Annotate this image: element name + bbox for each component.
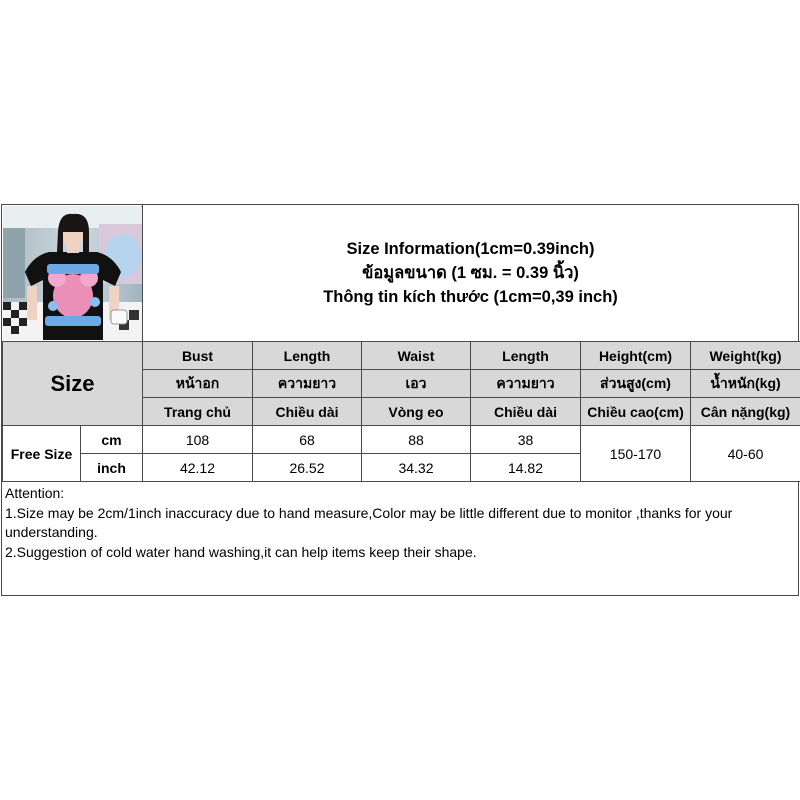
waist-inch-value: 34.32 xyxy=(362,454,471,482)
length-2-inch-value: 14.82 xyxy=(471,454,581,482)
size-table xyxy=(2,341,800,482)
title-thai: ข้อมูลขนาด (1 ซม. = 0.39 นิ้ว) xyxy=(362,264,579,282)
size-chart xyxy=(1,204,799,596)
title-english: Size Information(1cm=0.39inch) xyxy=(346,240,595,258)
column-header-weight-vietnamese: Cân nặng(kg) xyxy=(691,398,800,426)
column-header-bust-thai: หน้าอก xyxy=(143,370,253,398)
column-header-length-thai: ความยาว xyxy=(253,370,362,398)
column-header-bust-vietnamese: Trang chủ xyxy=(143,398,253,426)
length-inch-value: 26.52 xyxy=(253,454,362,482)
size-column-label: Size xyxy=(3,342,143,426)
height-range-value: 150-170 xyxy=(581,426,691,482)
attention-notes xyxy=(2,481,798,564)
unit-label-inch: inch xyxy=(81,454,143,482)
column-header-length-2: Length xyxy=(471,342,581,370)
weight-range-value: 40-60 xyxy=(691,426,800,482)
column-header-waist-vietnamese: Vòng eo xyxy=(362,398,471,426)
bust-cm-value: 108 xyxy=(143,426,253,454)
unit-label-cm: cm xyxy=(81,426,143,454)
length-2-cm-value: 38 xyxy=(471,426,581,454)
size-information-title xyxy=(142,205,798,342)
column-header-height: Height(cm) xyxy=(581,342,691,370)
column-header-length-2-thai: ความยาว xyxy=(471,370,581,398)
column-header-waist-thai: เอว xyxy=(362,370,471,398)
column-header-bust: Bust xyxy=(143,342,253,370)
attention-heading: Attention: xyxy=(5,485,65,501)
model-wearing-tshirt-image xyxy=(3,206,142,340)
title-vietnamese: Thông tin kích thước (1cm=0,39 inch) xyxy=(323,288,618,306)
column-header-length-2-vietnamese: Chiều dài xyxy=(471,398,581,426)
column-header-weight: Weight(kg) xyxy=(691,342,800,370)
column-header-length: Length xyxy=(253,342,362,370)
length-cm-value: 68 xyxy=(253,426,362,454)
header-row-english xyxy=(3,342,800,370)
bust-inch-value: 42.12 xyxy=(143,454,253,482)
column-header-weight-thai: น้ำหนัก(kg) xyxy=(691,370,800,398)
size-name-free-size: Free Size xyxy=(3,426,81,482)
column-header-height-vietnamese: Chiều cao(cm) xyxy=(581,398,691,426)
column-header-waist: Waist xyxy=(362,342,471,370)
column-header-length-vietnamese: Chiều dài xyxy=(253,398,362,426)
table-row-cm xyxy=(3,426,800,454)
product-photo xyxy=(3,206,142,340)
attention-note-1: 1.Size may be 2cm/1inch inaccuracy due to hand measure,Color may be little different due to monitor ,thanks for your understanding. xyxy=(5,504,733,540)
column-header-height-thai: ส่วนสูง(cm) xyxy=(581,370,691,398)
attention-note-2: 2.Suggestion of cold water hand washing,it can help items keep their shape. xyxy=(5,543,477,560)
waist-cm-value: 88 xyxy=(362,426,471,454)
